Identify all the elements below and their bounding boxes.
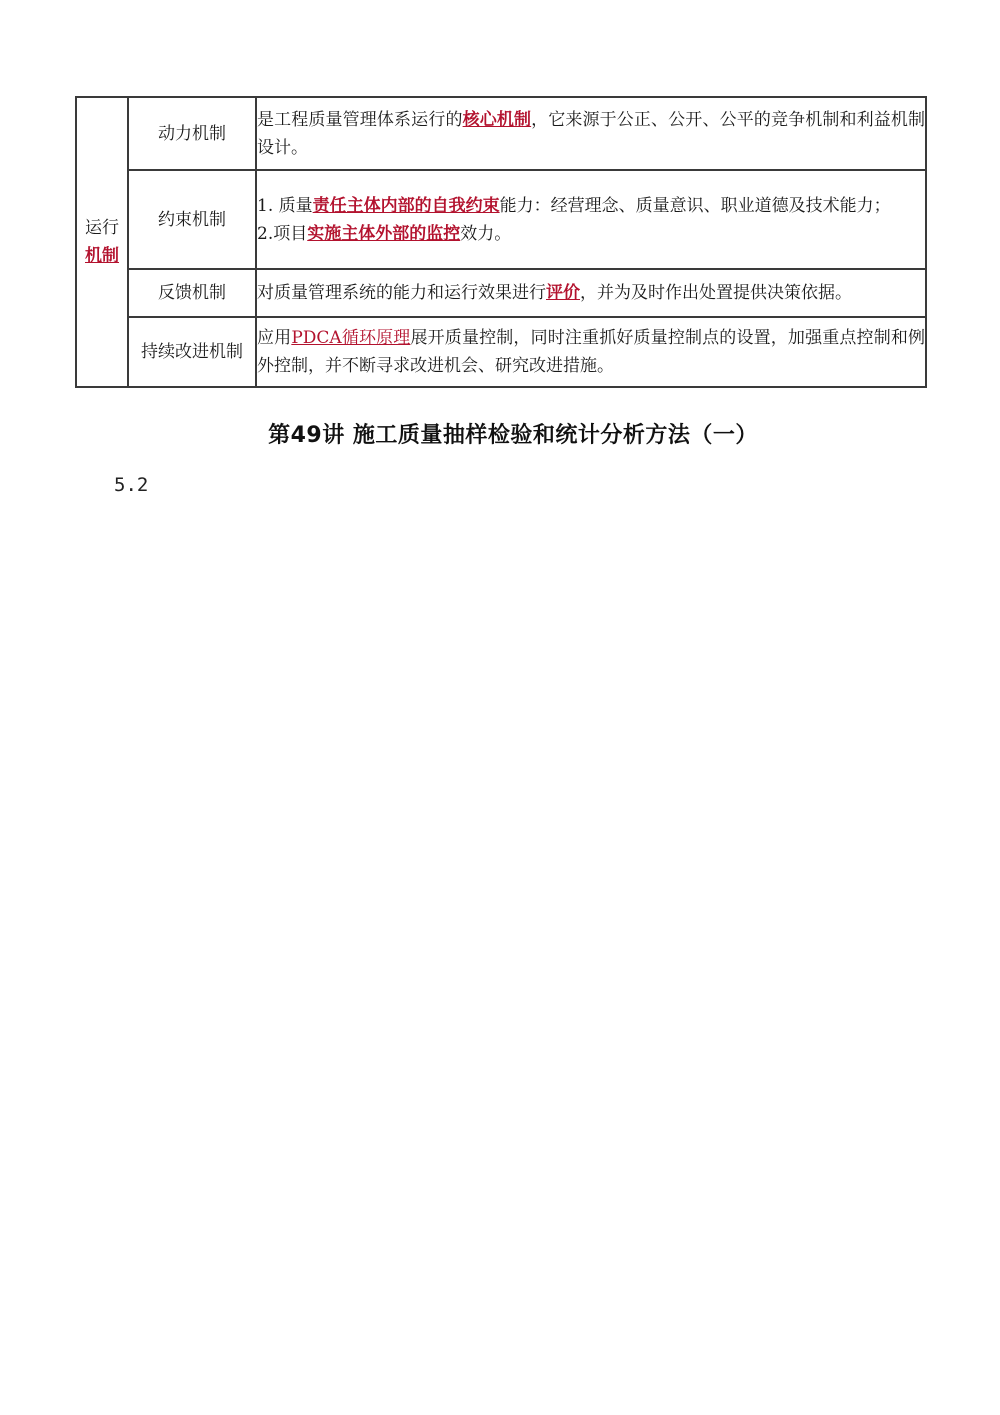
mechanism-name: 反馈机制 [128, 269, 256, 317]
mechanism-description [256, 317, 926, 387]
desc-text: 2.项目 [257, 223, 308, 244]
desc-text: ，并为及时作出处置提供决策依据。 [580, 283, 852, 303]
desc-text: ，它来源于公正、公开、公平的竞争机制和利益机制设计。 [257, 109, 926, 158]
desc-text: 效力。 [460, 223, 512, 244]
desc-text: 能力：经营理念、质量意识、职业道德及技术能力； [499, 195, 891, 216]
mechanism-name: 约束机制 [128, 170, 256, 269]
desc-line-2 [257, 220, 925, 248]
mechanism-name: 持续改进机制 [128, 317, 256, 387]
table-row [76, 269, 926, 317]
group-label-line2: 机制 [85, 246, 119, 266]
group-label-line1: 运行 [85, 218, 119, 238]
desc-highlight: PDCA循环原理 [291, 328, 411, 348]
desc-text: 1. 质量 [257, 195, 313, 216]
desc-text: 是工程质量管理体系运行的 [257, 109, 463, 130]
desc-text: 展开质量控制，同时注重抓好质量控制点的设置，加强重点控制和例外控制，并不断寻求改进机会、研究改进措施。 [257, 328, 926, 376]
desc-highlight: 评价 [546, 283, 580, 303]
mechanism-description [256, 170, 926, 269]
group-label-cell [76, 97, 128, 387]
desc-highlight: 核心机制 [462, 109, 532, 130]
desc-text: 应用 [257, 328, 292, 348]
mechanism-name: 动力机制 [128, 97, 256, 170]
desc-line-1 [257, 192, 925, 220]
table-row [76, 170, 926, 269]
table-row [76, 317, 926, 387]
lecture-title: 第49讲 施工质量抽样检验和统计分析方法（一） [268, 423, 758, 448]
operation-mechanism-table [75, 96, 927, 388]
section-number: 5.2 [114, 474, 149, 496]
table-row [76, 97, 926, 170]
mechanism-description [256, 97, 926, 170]
mechanism-description [256, 269, 926, 317]
desc-highlight: 责任主体内部的自我约束 [312, 195, 500, 216]
desc-highlight: 实施主体外部的监控 [307, 223, 461, 244]
desc-text: 对质量管理系统的能力和运行效果进行 [257, 283, 546, 303]
